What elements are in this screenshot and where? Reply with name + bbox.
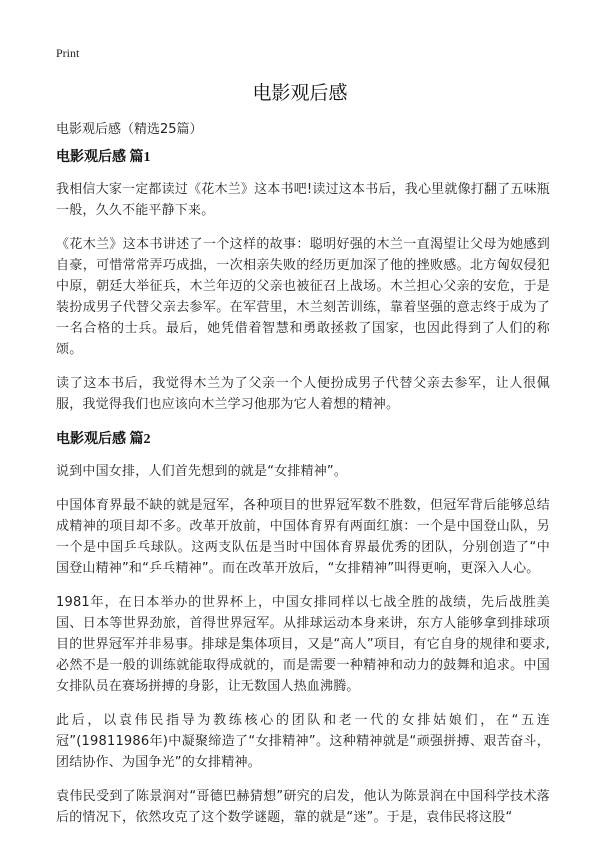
section-1 (56, 146, 550, 415)
paragraph: 中国体育界最不缺的就是冠军，各种项目的世界冠军数不胜数，但冠军背后能够总结成精神的项目却不多。改革开放前，中国体育界有两面红旗：一个是中国登山队，另一个是中国乒乓球队。这两支队伍是当时中国体育界最优秀的团队，分别创造了“中国登山精神”和“乒乓精神”。而在改革开放后，“女排精神”叫得更响，更深入人心。 (56, 498, 550, 576)
section-heading: 电影观后感 篇1 (56, 150, 151, 165)
paragraph: 读了这本书后，我觉得木兰为了父亲一个人便扮成男子代替父亲去参军，让人很佩服，我觉得我们也应该向木兰学习他那为它人着想的精神。 (56, 376, 550, 412)
document-subtitle: 电影观后感（精选25篇） (56, 122, 203, 137)
paragraph: 《花木兰》这本书讲述了一个这样的故事：聪明好强的木兰一直渴望让父母为她感到自豪，可惜常常弄巧成拙，一次相亲失败的经历更加深了他的挫败感。北方匈奴侵犯中原，朝廷大举征兵，木兰年迈的父亲也被征召上战场。木兰担心父亲的安危，于是装扮成男子代替父亲去参军。在军营里，木兰刻苦训练，靠着坚强的意志终于成为了一名合格的士兵。最后，她凭借着智慧和勇敢拯救了国家，也因此得到了人们的称颂。 (56, 237, 550, 357)
print-link[interactable]: Print (56, 46, 80, 60)
section-heading: 电影观后感 篇2 (56, 432, 151, 447)
paragraph: 袁伟民受到了陈景润对“哥德巴赫猜想”研究的启发，他认为陈景润在中国科学技术落后的情况下，依然攻克了这个数学谜题，靠的就是“迷”。于是，袁伟民将这股“ (56, 789, 550, 825)
paragraph: 此后，以袁伟民指导为教练核心的团队和老一代的女排姑娘们，在“五连冠”(19811986年)中凝聚缔造了“女排精神”。这种精神就是“顽强拼搏、艰苦奋斗，团结协作、为国争光”的女排精神。 (56, 713, 550, 770)
paragraph: 说到中国女排，人们首先想到的就是“女排精神”。 (56, 464, 348, 479)
paragraph: 1981年，在日本举办的世界杯上，中国女排同样以七战全胜的战绩，先后战胜美国、日本等世界劲旅，首得世界冠军。从排球运动本身来讲，东方人能够拿到排球项目的世界冠军并非易事。排球是集体项目，又是“高人”项目，有它自身的规律和要求,必然不是一般的训练就能取得成就的，而是需要一种精神和动力的鼓舞和追求。中国女排队员在赛场拼搏的身影，让无数国人热血沸腾。 (56, 595, 550, 694)
page-title: 电影观后感 (252, 82, 348, 104)
article-body (56, 146, 550, 841)
paragraph: 我相信大家一定都读过《花木兰》这本书吧!读过这本书后，我心里就像打翻了五味瓶一般，久久不能平静下来。 (56, 182, 550, 218)
section-2 (56, 428, 550, 828)
